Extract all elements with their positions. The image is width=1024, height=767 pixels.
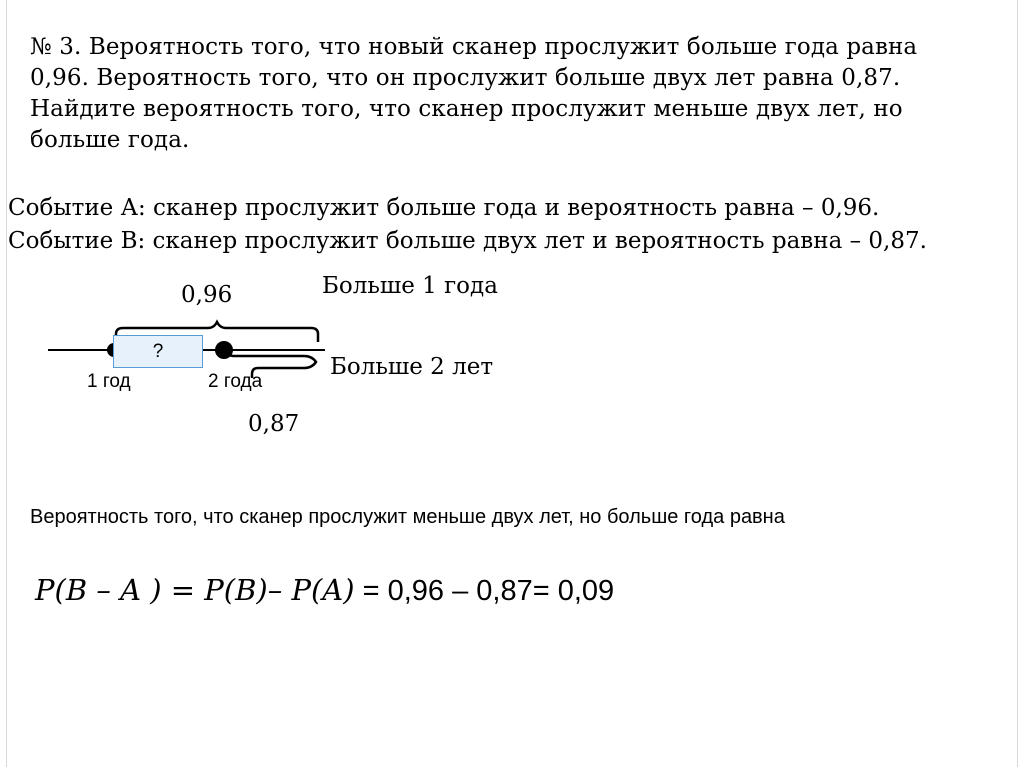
more-2-years-label: Больше 2 лет <box>330 354 494 380</box>
problem-line: 0,96. Вероятность того, что он прослужит больше двух лет равна 0,87. <box>30 65 901 91</box>
point-2-years <box>215 341 233 359</box>
event-b-text: Событие В: сканер прослужит больше двух лет и вероятность равна – 0,87. <box>8 228 927 254</box>
prob-more-2-years-label: 0,87 <box>248 411 300 437</box>
unknown-mark: ? <box>152 340 164 362</box>
conclusion-text: Вероятность того, что сканер прослужит меньше двух лет, но больше года равна <box>30 506 785 528</box>
prob-more-1-year-label: 0,96 <box>181 282 233 308</box>
problem-line: № 3. Вероятность того, что новый сканер прослужит больше года равна <box>30 34 918 60</box>
problem-line: больше года. <box>30 127 190 153</box>
formula <box>35 573 614 608</box>
tick-2-years-label: 2 года <box>208 371 263 392</box>
problem-line: Найдите вероятность того, что сканер прослужит меньше двух лет, но <box>30 96 903 122</box>
unknown-interval-box <box>113 335 203 368</box>
tick-1-year-label: 1 год <box>87 371 131 392</box>
formula-calculation: = 0,96 – 0,87= 0,09 <box>354 575 615 607</box>
formula-expression: P(B – A ) = P(B)– P(A) <box>35 573 355 607</box>
more-1-year-label: Больше 1 года <box>322 273 498 299</box>
event-a-text: Событие А: сканер прослужит больше года и вероятность равна – 0,96. <box>8 195 880 221</box>
